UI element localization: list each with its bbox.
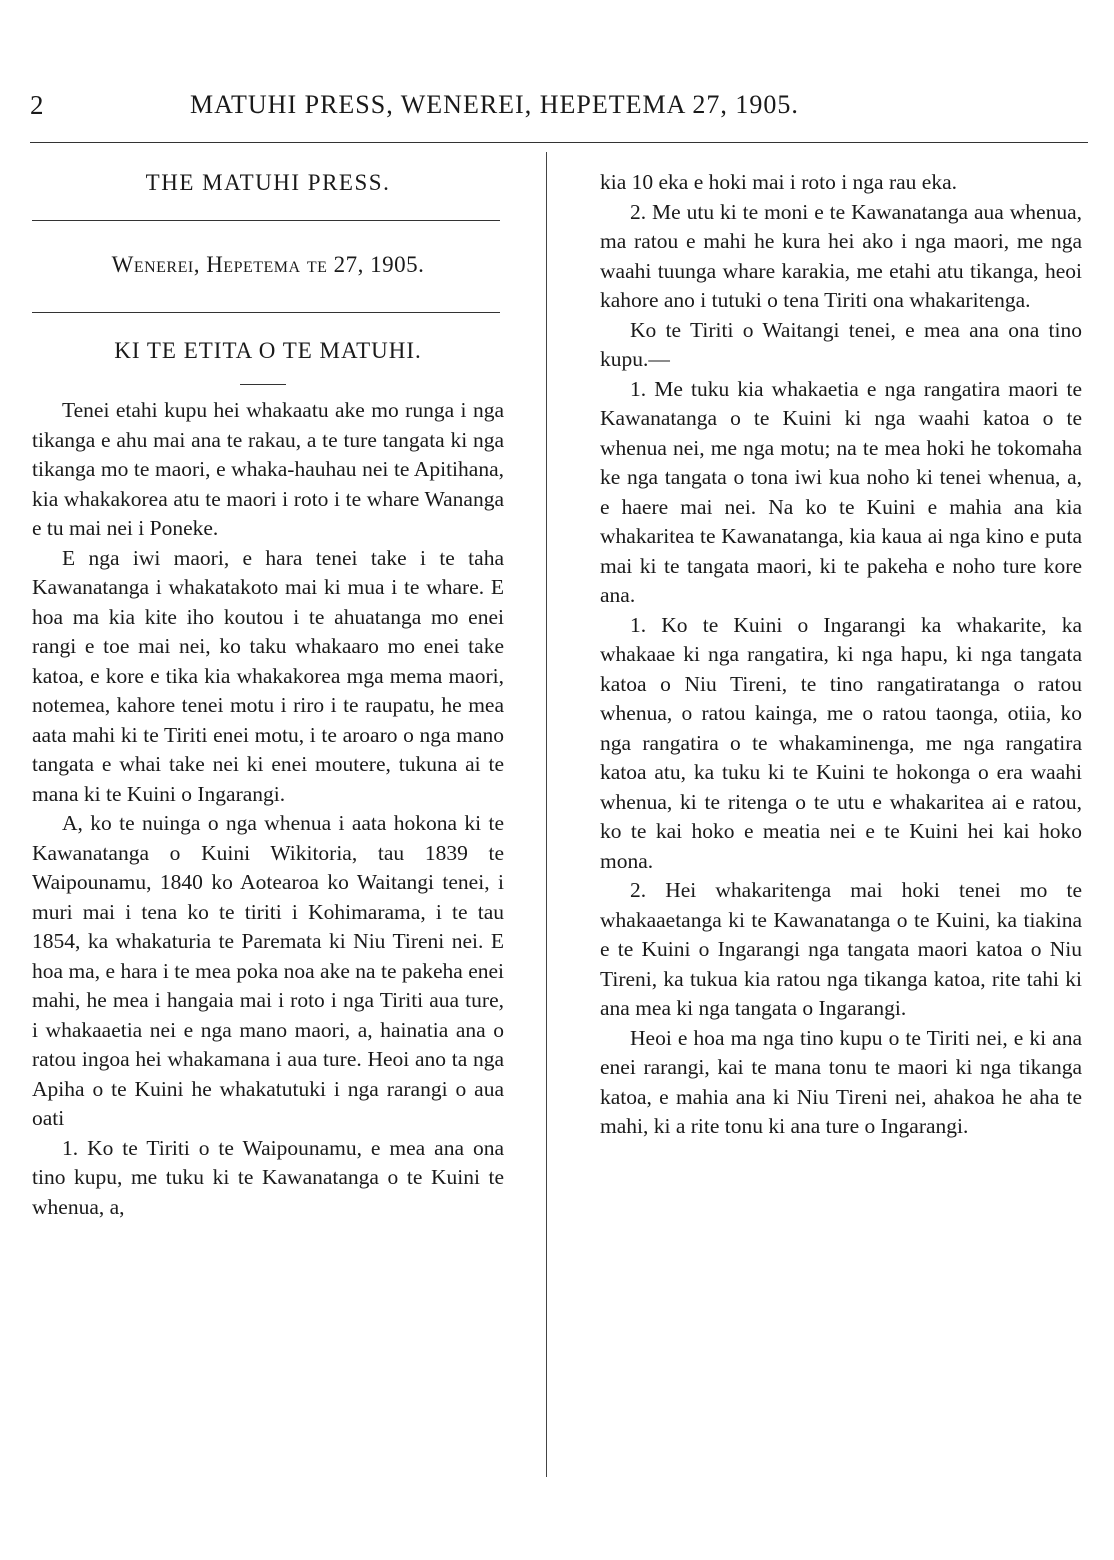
left-column-body [32, 396, 504, 1222]
paragraph: Ko te Tiriti o Waitangi tenei, e mea ana ona tino kupu.— [600, 317, 1082, 371]
paragraph: 1. Ko te Tiriti o te Waipounamu, e mea ana ona tino kupu, me tuku ki te Kawanatanga o te Kuini te whenua, a, [32, 1135, 504, 1219]
dateline: Wenerei, Hepetema te 27, 1905. [111, 252, 425, 277]
masthead-rule-top [32, 220, 500, 221]
masthead-title: THE MATUHI PRESS. [145, 170, 391, 195]
paragraph: Heoi e hoa ma nga tino kupu o te Tiriti nei, e ki ana enei rarangi, kai te mana tonu te maori ki nga tikanga katoa, e mahia ana ki Niu Tireni nei, ahakoa he aha te mahi, ki a rite tonu ki ana ture o Ingarangi. [600, 1025, 1082, 1138]
paragraph: 1. Ko te Kuini o Ingarangi ka whakarite, ka whakaae ki nga rangatira, ki nga hapu, ki nga tangata katoa o Niu Tireni, te tino rangatiratanga o ratou whenua, o ratou kainga, me o ratou taonga, otiia, ko nga rangatira o te whakaminenga, me nga rangatira katoa atu, ka tuku ki te Kuini te hokonga o era waahi whenua, ki te ritenga o te utu e whakaritea ai e ratou, ko te kai hoko e meatia nei e te Kuini hei kai hoko mona. [600, 612, 1082, 873]
paragraph: Tenei etahi kupu hei whakaatu ake mo runga i nga tikanga e ahu mai ana te rakau, a te ture tangata ki nga tikanga mo te maori, e whaka-hauhau nei te Apitihana, kia whakakorea atu te maori i roto i te whare Wananga e tu mai nei i Poneke. [32, 398, 504, 540]
column-divider [546, 152, 547, 1477]
page-header [30, 90, 1090, 130]
paragraph: 1. Me tuku kia whakaetia e nga rangatira maori te Kawanatanga o te Kuini ki nga waahi katoa o te whenua nei, me nga motu; na te mea hoki he tokomaha ke nga tangata o tona iwi kua noho ki tenei whenua, a, e haere mai nei. Na ko te Kuini e mahia ana kia whakaritea te Kawanatanga, kia kaua ai nga kino e puta mai ki te tangata maori, ki te pakeha e noho ture kore ana. [600, 376, 1082, 607]
paragraph: kia 10 eka e hoki mai i roto i nga rau eka. [600, 170, 958, 194]
header-rule [30, 142, 1088, 143]
article-title: KI TE ETITA O TE MATUHI. [114, 338, 422, 363]
page-number: 2 [30, 90, 44, 120]
paragraph: A, ko te nuinga o nga whenua i aata hokona ki te Kawanatanga o Kuini Wikitoria, tau 1839 te Waipounamu, 1840 ko Aotearoa ko Waitangi tenei, i muri mai i tena ko te tiriti i Kohimarama, i te tau 1854, ka whakaturia te Paremata ki Niu Tireni nei. E hoa ma, e hara i te mea poka noa ake na te pakeha enei mahi, he mea i hangaia mai i roto i nga Tiriti aua ture, i whakaaetia nei e nga mano maori, a, hainatia ana o ratou ingoa hei whakamana i aua ture. Heoi ano ta nga Apiha o te Kuini he whakatutuki i nga rarangi o aua oati [32, 811, 504, 1130]
paragraph: E nga iwi maori, e hara tenei take i te taha Kawanatanga i whakatakoto mai ki mua i te whare. E hoa ma kia kite iho koutou i te ahuatanga mo enei rangi e toe mai nei, ko taku whakaaro mo enei take katoa, e kore e tika kia whakakorea mga mema maori, notemea, kahore tenei motu i riro i te raupatu, he mea aata mahi ki te Tiriti enei motu, i te aroaro o nga mano tangata e whai take nei ki enei moutere, tukuna ai te mana ki te Kuini o Ingarangi. [32, 545, 504, 806]
paragraph: 2. Hei whakaritenga mai hoki tenei mo te whakaaetanga ki te Kawanatanga o te Kuini, ka tiakina e te Kuini o Ingarangi nga tangata maori katoa o Niu Tireni, ka tukua kia ratou nga tikanga katoa, rite tahi ki ana mea ki nga tangata o Ingarangi. [600, 878, 1082, 1020]
masthead-rule-bottom [32, 312, 500, 313]
right-column-body [600, 168, 1082, 1142]
running-head: MATUHI PRESS, WENEREI, HEPETEMA 27, 1905. [190, 90, 799, 119]
title-rule [240, 384, 286, 385]
paragraph: 2. Me utu ki te moni e te Kawanatanga aua whenua, ma ratou e mahi he kura hei ako i nga maori, me nga waahi tuunga whare karakia, me etahi atu tikanga, heoi kahore ano i tutuki o tena Tiriti ona whakaritenga. [600, 199, 1082, 312]
